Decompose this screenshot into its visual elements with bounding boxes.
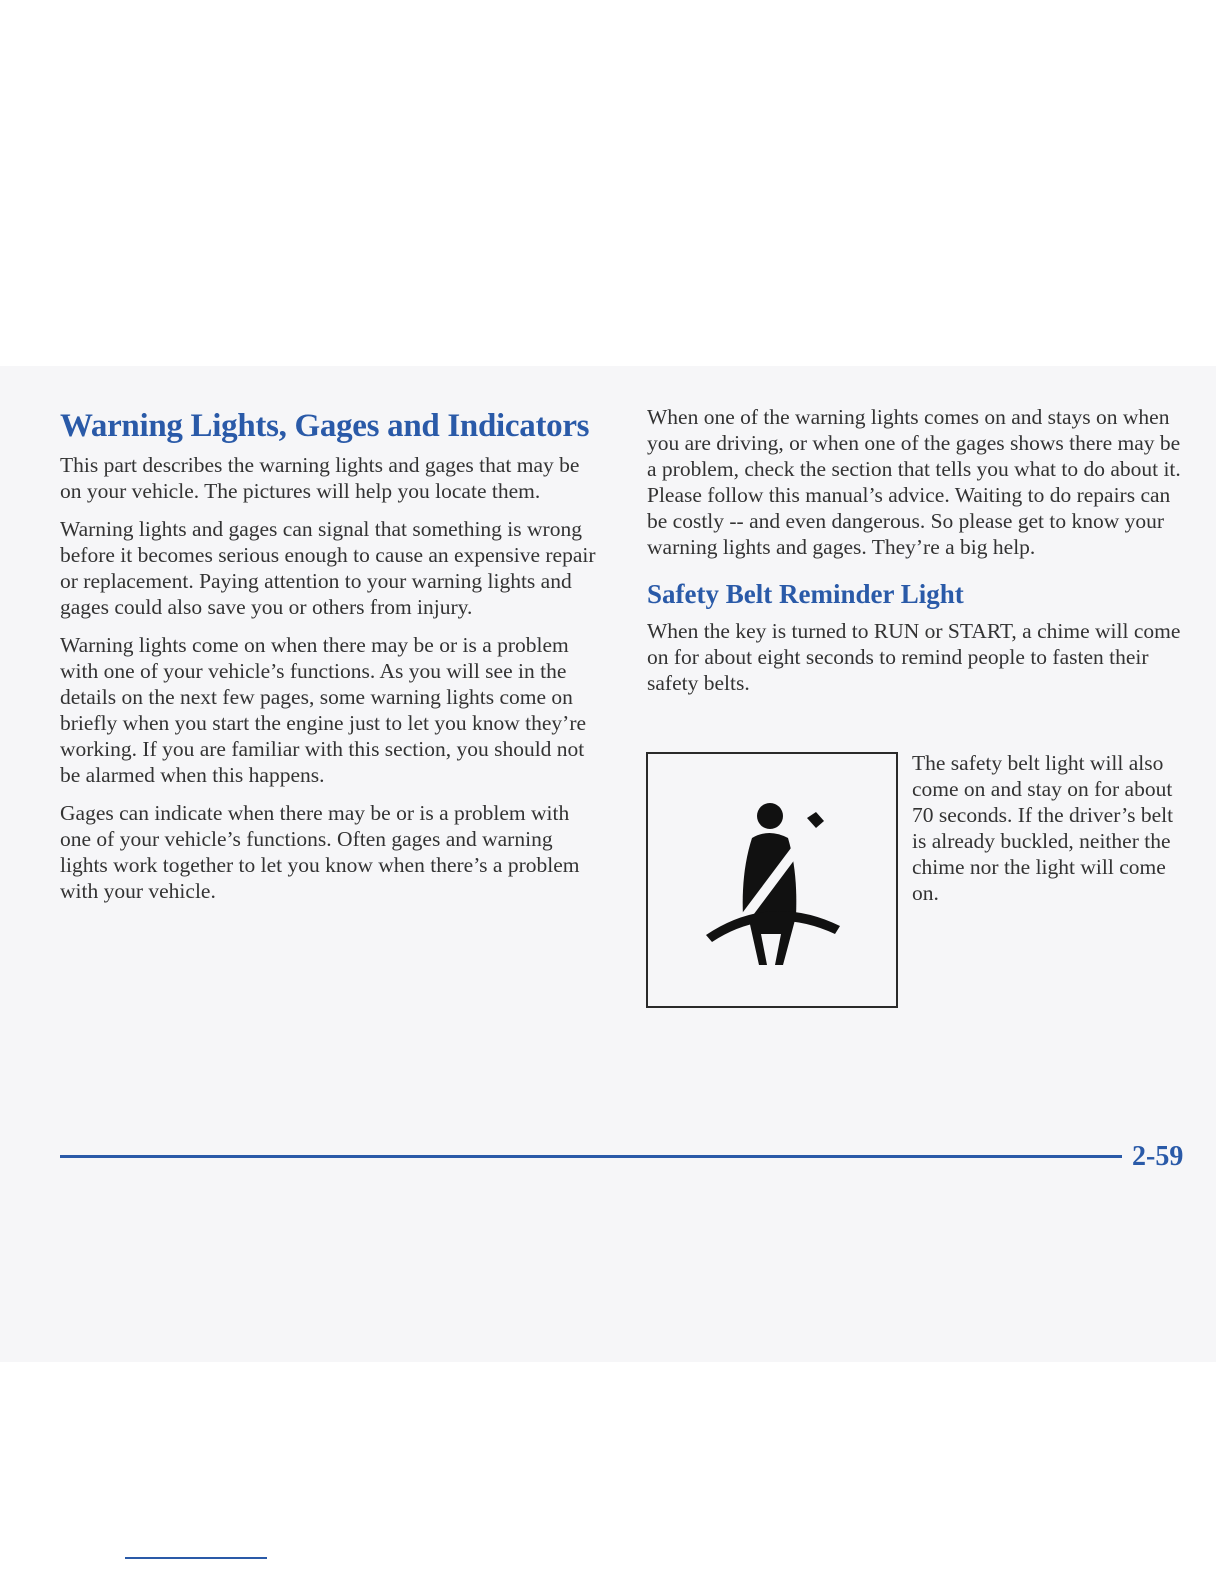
section-heading-safety-belt: Safety Belt Reminder Light bbox=[647, 579, 964, 609]
footer-rule bbox=[60, 1155, 1122, 1158]
safety-belt-figure bbox=[646, 752, 898, 1008]
safety-belt-caption: The safety belt light will also come on and stay on for about 70 seconds. If the driver’s belt is already buckled, neither the chime nor the light will come on. bbox=[912, 751, 1174, 905]
paragraph-safety-belt-chime: When the key is turned to RUN or START, a chime will come on for about eight seconds to remind people to fasten their safety belts. bbox=[647, 619, 1181, 695]
paragraph-intro: This part describes the warning lights and gages that may be on your vehicle. The pictures will help you locate them. bbox=[60, 453, 580, 503]
section-heading-warning-lights: Warning Lights, Gages and Indicators bbox=[60, 408, 590, 444]
seatbelt-icon bbox=[648, 754, 896, 1006]
left-column bbox=[60, 404, 600, 916]
right-column bbox=[647, 404, 1187, 708]
paragraph-gages: Gages can indicate when there may be or is a problem with one of your vehicle’s functions. Often gages and warning lights work together to let you know when there’s a problem with your vehicle. bbox=[60, 801, 580, 903]
paragraph-warning-lights: Warning lights come on when there may be or is a problem with one of your vehicle’s functions. As you will see in the details on the next few pages, some warning lights come on briefly when you start the engine just to let you know they’re working. If you are familiar with this section, you should not be alarmed when this happens. bbox=[60, 633, 587, 787]
paragraph-signal: Warning lights and gages can signal that something is wrong before it becomes serious enough to cause an expensive repair or replacement. Paying attention to your warning lights and gages could also save you or others from injury. bbox=[60, 517, 596, 619]
page-number: 2-59 bbox=[1132, 1141, 1184, 1172]
bottom-mark bbox=[125, 1557, 267, 1559]
paragraph-warning-advice: When one of the warning lights comes on and stays on when you are driving, or when one of the gages shows there may be a problem, check the section that tells you what to do about it. Please follow this manual’s advice. Waiting to do repairs can be costly -- and even dangerous. So please get to know your warning lights and gages. They’re a big help. bbox=[647, 405, 1181, 559]
